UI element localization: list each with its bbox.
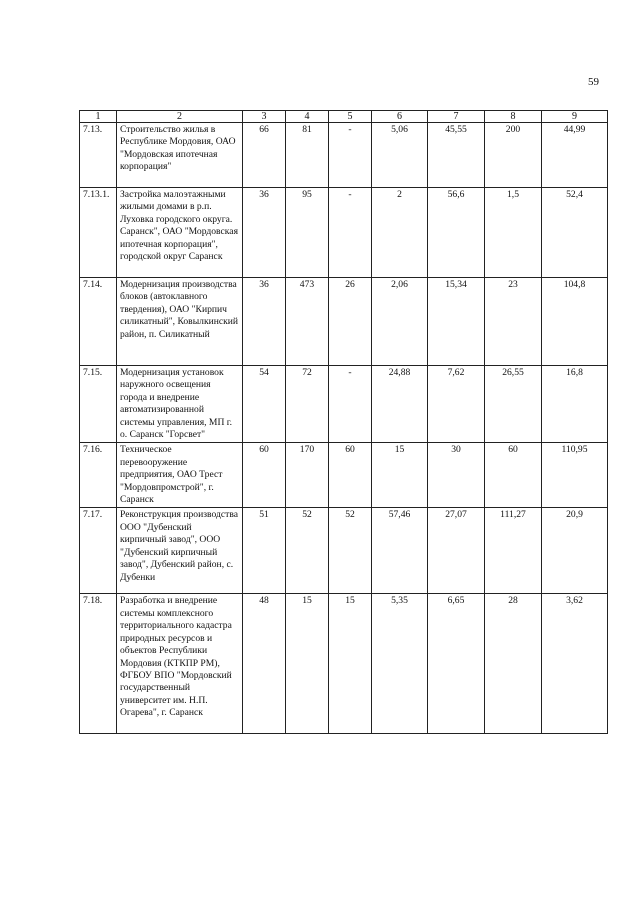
row-name: Модернизация производства блоков (автоклавного твердения), ОАО "Кирпич силикатный", Ковылкинский район, п. Силикатный	[117, 278, 243, 366]
cell-col6: 24,88	[372, 366, 428, 443]
table-row	[80, 188, 608, 278]
cell-col3: 51	[243, 508, 286, 594]
table-row	[80, 508, 608, 594]
cell-col3: 48	[243, 594, 286, 734]
cell-col7: 7,62	[428, 366, 485, 443]
cell-col8: 28	[485, 594, 542, 734]
cell-col9: 104,8	[542, 278, 608, 366]
cell-col9: 16,8	[542, 366, 608, 443]
cell-col5: -	[329, 123, 372, 188]
cell-col8: 26,55	[485, 366, 542, 443]
cell-col5: 26	[329, 278, 372, 366]
cell-col6: 5,06	[372, 123, 428, 188]
cell-col6: 15	[372, 443, 428, 508]
table-row	[80, 443, 608, 508]
row-number: 7.15.	[80, 366, 117, 443]
cell-col4: 473	[286, 278, 329, 366]
cell-col3: 36	[243, 188, 286, 278]
cell-col4: 95	[286, 188, 329, 278]
cell-col5: 52	[329, 508, 372, 594]
header-cell: 1	[80, 111, 117, 123]
header-cell: 4	[286, 111, 329, 123]
header-cell: 2	[117, 111, 243, 123]
cell-col8: 23	[485, 278, 542, 366]
cell-col9: 3,62	[542, 594, 608, 734]
cell-col8: 111,27	[485, 508, 542, 594]
row-name: Реконструкция производства ООО "Дубенский кирпичный завод", ООО "Дубенский кирпичный завод", Дубенский район, с. Дубенки	[117, 508, 243, 594]
cell-col7: 56,6	[428, 188, 485, 278]
data-table	[79, 110, 608, 734]
cell-col9: 52,4	[542, 188, 608, 278]
cell-col4: 52	[286, 508, 329, 594]
cell-col8: 1,5	[485, 188, 542, 278]
cell-col6: 5,35	[372, 594, 428, 734]
row-number: 7.14.	[80, 278, 117, 366]
cell-col7: 45,55	[428, 123, 485, 188]
cell-col5: -	[329, 366, 372, 443]
cell-col4: 15	[286, 594, 329, 734]
row-number: 7.18.	[80, 594, 117, 734]
cell-col5: 15	[329, 594, 372, 734]
cell-col6: 2,06	[372, 278, 428, 366]
header-cell: 7	[428, 111, 485, 123]
row-name: Модернизация установок наружного освещения города и внедрение автоматизированной системы управления, МП г. о. Саранск "Горсвет"	[117, 366, 243, 443]
row-name: Застройка малоэтажными жилыми домами в р.п. Луховка городского округа. Саранск", ОАО "Мордовская ипотечная корпорация", городской округ Саранск	[117, 188, 243, 278]
header-row	[80, 111, 608, 123]
cell-col6: 2	[372, 188, 428, 278]
cell-col3: 36	[243, 278, 286, 366]
row-name: Строительство жилья в Республике Мордовия, ОАО "Мордовская ипотечная корпорация"	[117, 123, 243, 188]
header-cell: 5	[329, 111, 372, 123]
cell-col4: 81	[286, 123, 329, 188]
cell-col3: 60	[243, 443, 286, 508]
page-number: 59	[588, 76, 599, 88]
cell-col5: 60	[329, 443, 372, 508]
cell-col4: 170	[286, 443, 329, 508]
cell-col9: 110,95	[542, 443, 608, 508]
cell-col9: 44,99	[542, 123, 608, 188]
table-row	[80, 366, 608, 443]
cell-col3: 66	[243, 123, 286, 188]
cell-col5: -	[329, 188, 372, 278]
header-cell: 6	[372, 111, 428, 123]
header-cell: 3	[243, 111, 286, 123]
cell-col7: 15,34	[428, 278, 485, 366]
table-row	[80, 123, 608, 188]
row-number: 7.13.	[80, 123, 117, 188]
cell-col7: 30	[428, 443, 485, 508]
cell-col9: 20,9	[542, 508, 608, 594]
row-name: Разработка и внедрение системы комплексного территориального кадастра природных ресурсов и объектов Республики Мордовия (КТКПР РМ), ФГБОУ ВПО "Мордовский государственный университет им. Н.П. Огарева", г. Саранск	[117, 594, 243, 734]
cell-col8: 200	[485, 123, 542, 188]
table-row	[80, 594, 608, 734]
row-number: 7.16.	[80, 443, 117, 508]
row-name: Техническое перевооружение предприятия, ОАО Трест "Мордовпромстрой", г. Саранск	[117, 443, 243, 508]
row-number: 7.13.1.	[80, 188, 117, 278]
cell-col4: 72	[286, 366, 329, 443]
cell-col3: 54	[243, 366, 286, 443]
header-cell: 9	[542, 111, 608, 123]
cell-col7: 27,07	[428, 508, 485, 594]
cell-col7: 6,65	[428, 594, 485, 734]
row-number: 7.17.	[80, 508, 117, 594]
cell-col6: 57,46	[372, 508, 428, 594]
table-row	[80, 278, 608, 366]
header-cell: 8	[485, 111, 542, 123]
cell-col8: 60	[485, 443, 542, 508]
